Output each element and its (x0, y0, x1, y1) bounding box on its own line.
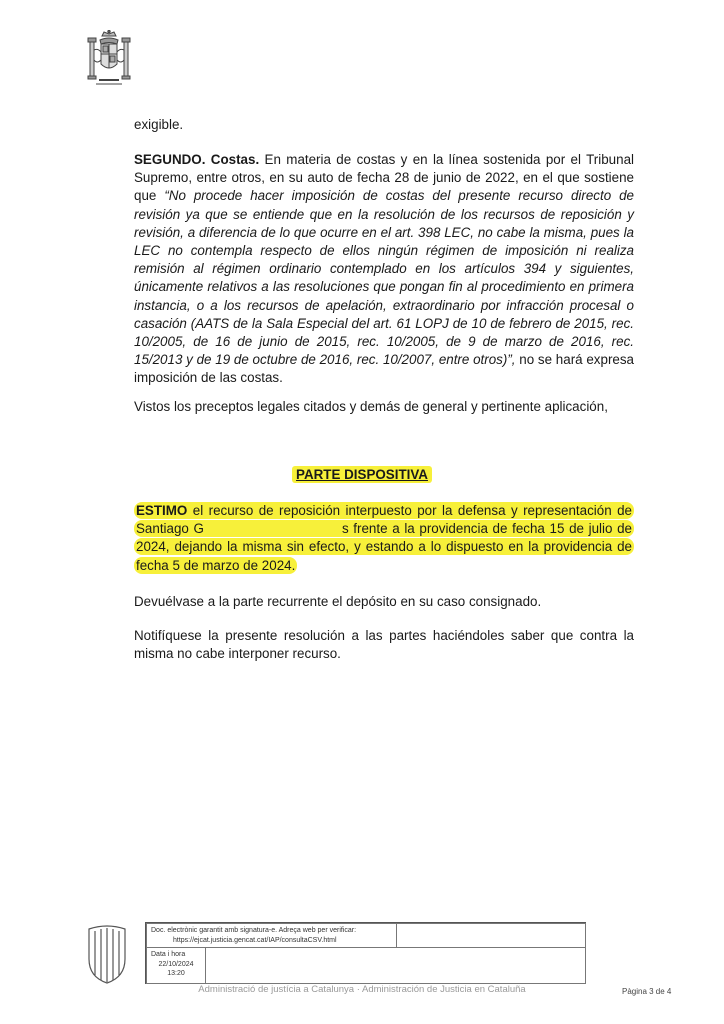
verification-label: Doc. electrònic garantit amb signatura-e. Adreça web per verificar: (151, 927, 357, 934)
date-value: 22/10/2024 (158, 960, 194, 968)
verification-url[interactable]: https://ejcat.justicia.gencat.cat/IAP/consultaCSV.html (173, 936, 337, 944)
time-value: 13:20 (167, 970, 185, 977)
section-title: PARTE DISPOSITIVA (0, 467, 724, 482)
estimo-text-a: el recurso de reposición interpuesto por la defensa y representación de Santiago G (136, 503, 632, 537)
paragraph-notifiquese: Notifíquese la presente resolución a las partes haciéndoles saber que contra la misma no cabe interponer recurso. (134, 628, 634, 662)
paragraph-devuelvase: Devuélvase a la parte recurrente el depósito en su caso consignado. (134, 594, 542, 609)
date-cell (146, 947, 206, 984)
administration-line: Administració de justícia a Catalunya · Administración de Justicia en Cataluña (198, 984, 526, 995)
spain-coat-of-arms-icon (86, 30, 132, 90)
costas-intro: En materia de costas y en la línea sostenida por el Tribunal Supremo, entre otros, en su auto de fecha 28 de junio de 2022, en el que sostiene que (134, 152, 634, 204)
paragraph-exigible: exigible. (134, 117, 184, 132)
supreme-court-quote: “No procede hacer imposición de costas del presente recurso directo de revisión ya que se entiende que en la resolución de los recursos de reposición y revisión, a diferencia de lo que ocurre en el art. 398 LEC, no cabe la misma, pues la LEC no contempla respecto de ellos ningún régimen de imposición ni realiza remisión al régimen ordinario contemplado en los artículos 394 y siguientes, únicamente relativos a las resoluciones que pongan fin al procedimiento en primera instancia, o a los recursos de apelación, extraordinario por infracción procesal o casación (AATS de la Sala Especial del art. 61 LOPJ de 10 de febrero de 2015, rec. 10/2005, de 16 de junio de 2015, rec. 10/2005, de 9 de marzo de 2016, rec. 15/2013 y de 19 de octubre de 2016, rec. 10/2007, entre otros)”, (134, 188, 634, 368)
signature-box (145, 922, 586, 984)
signer-cell (205, 947, 586, 984)
page-number: Pàgina 3 de 4 (622, 987, 672, 996)
segundo-heading: SEGUNDO. Costas. (134, 152, 260, 167)
costas-conclusion: no se hará expresa imposición de las costas. (134, 352, 635, 386)
paragraph-estimo (134, 502, 634, 575)
date-label: Data i hora (151, 951, 186, 958)
verification-cell (146, 923, 397, 948)
estimo-text-b: s frente a la providencia de fecha 15 de julio de 2024, dejando la misma sin efecto, y estando a lo dispuesto en la providencia de fecha 5 de marzo de 2024. (136, 521, 633, 573)
paragraph-vistos: Vistos los preceptos legales citados y demás de general y pertinente aplicación, (134, 399, 608, 414)
csv-code-cell (396, 923, 586, 948)
estimo-keyword: ESTIMO (136, 503, 188, 518)
paragraph-segundo-costas (134, 151, 634, 388)
catalonia-emblem-icon (85, 925, 129, 985)
